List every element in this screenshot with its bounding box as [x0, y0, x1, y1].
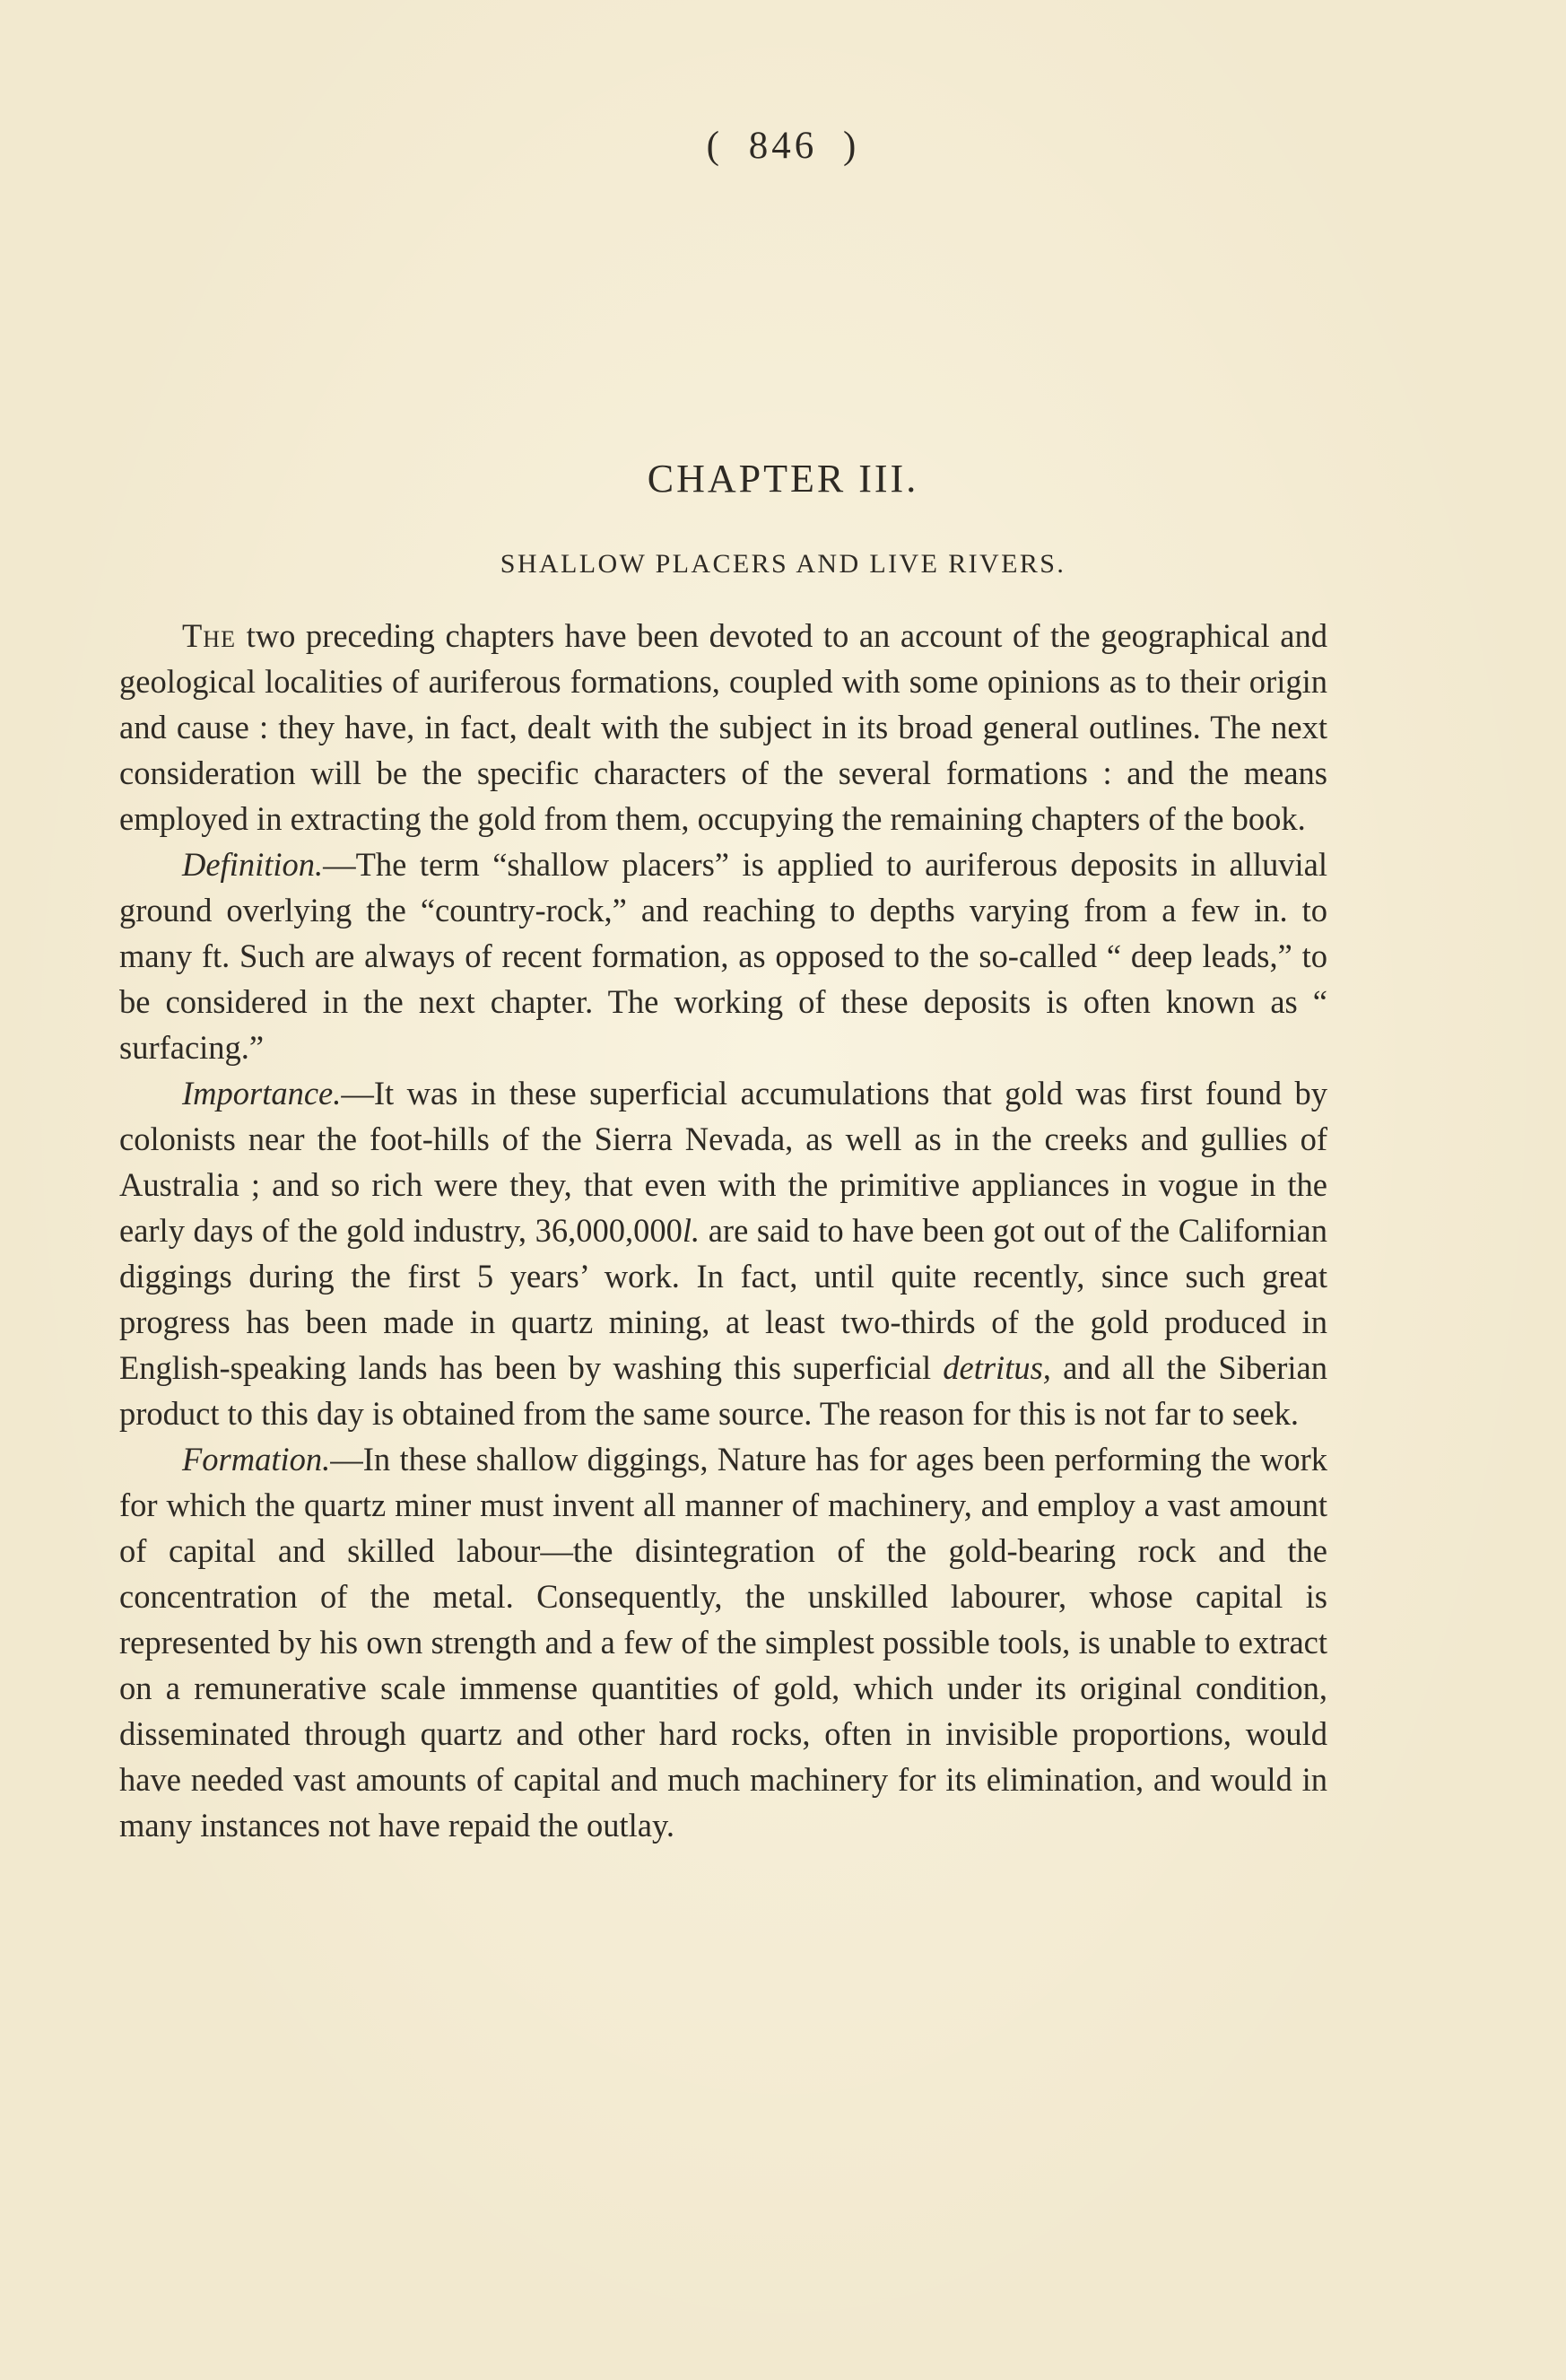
paragraph-text: are said to have been got out of the Californian diggings during the first 5 years’ work. In fact, until quite recently, since such great progress has been made in quartz mining, at least two-thirds of the gold produced in English-speaking lands has been by washing this superficial [119, 1212, 1327, 1386]
drop-lead-word: The [182, 617, 236, 654]
paragraph-text: and all the Siberian product to this day is obtained from the same source. The reason for this is not far to seek. [119, 1349, 1327, 1432]
currency-unit: l. [682, 1212, 700, 1249]
paragraph-text: two preceding chapters have been devoted to an account of the geographical and geological localities of auriferous formations, coupled with some opinions as to their origin and cause : they have, in fact, dealt with the subject in its broad general outlines. The next consideration will be the specific characters of the several formations : and the means employed in extracting the gold from them, occupying the remaining chapters of the book. [119, 617, 1327, 837]
paragraph-formation [119, 1436, 1327, 1848]
page-number: ( 846 ) [706, 125, 860, 167]
body-text [119, 613, 1327, 1848]
section-heading: Definition. [182, 846, 324, 883]
paragraph-intro [119, 613, 1327, 841]
section-heading: Formation. [182, 1441, 331, 1478]
chapter-title: CHAPTER III. [647, 457, 919, 501]
paragraph-importance [119, 1070, 1327, 1436]
paragraph-text: —It was in these superficial accumulations that gold was first found by colonists near the foot-hills of the Sierra Nevada, as well as in the creeks and gullies of Australia ; and so rich were they, that even with the primitive appliances in vogue in the early days of the gold industry, 36,000,000 [119, 1075, 1327, 1249]
paragraph-text: —The term “shallow placers” is applied to auriferous deposits in alluvial ground overlying the “country-rock,” and reaching to depths varying from a few in. to many ft. Such are always of recent formation, as opposed to the so-called “ deep leads,” to be considered in the next chapter. The working of these deposits is often known as “ surfacing.” [119, 846, 1327, 1066]
section-heading: Importance. [182, 1075, 342, 1112]
italic-term: detritus, [943, 1349, 1051, 1386]
chapter-subtitle: SHALLOW PLACERS AND LIVE RIVERS. [500, 549, 1066, 579]
paragraph-definition [119, 841, 1327, 1070]
paragraph-text: —In these shallow diggings, Nature has for ages been performing the work for which the quartz miner must invent all manner of machinery, and employ a vast amount of capital and skilled labour—the disintegration of the gold-bearing rock and the concentration of the metal. Consequently, the unskilled labourer, whose capital is represented by his own strength and a few of the simplest possible tools, is unable to extract on a remunerative scale immense quantities of gold, which under its original condition, disseminated through quartz and other hard rocks, often in invisible proportions, would have needed vast amounts of capital and much machinery for its elimination, and would in many instances not have repaid the outlay. [119, 1441, 1327, 1844]
